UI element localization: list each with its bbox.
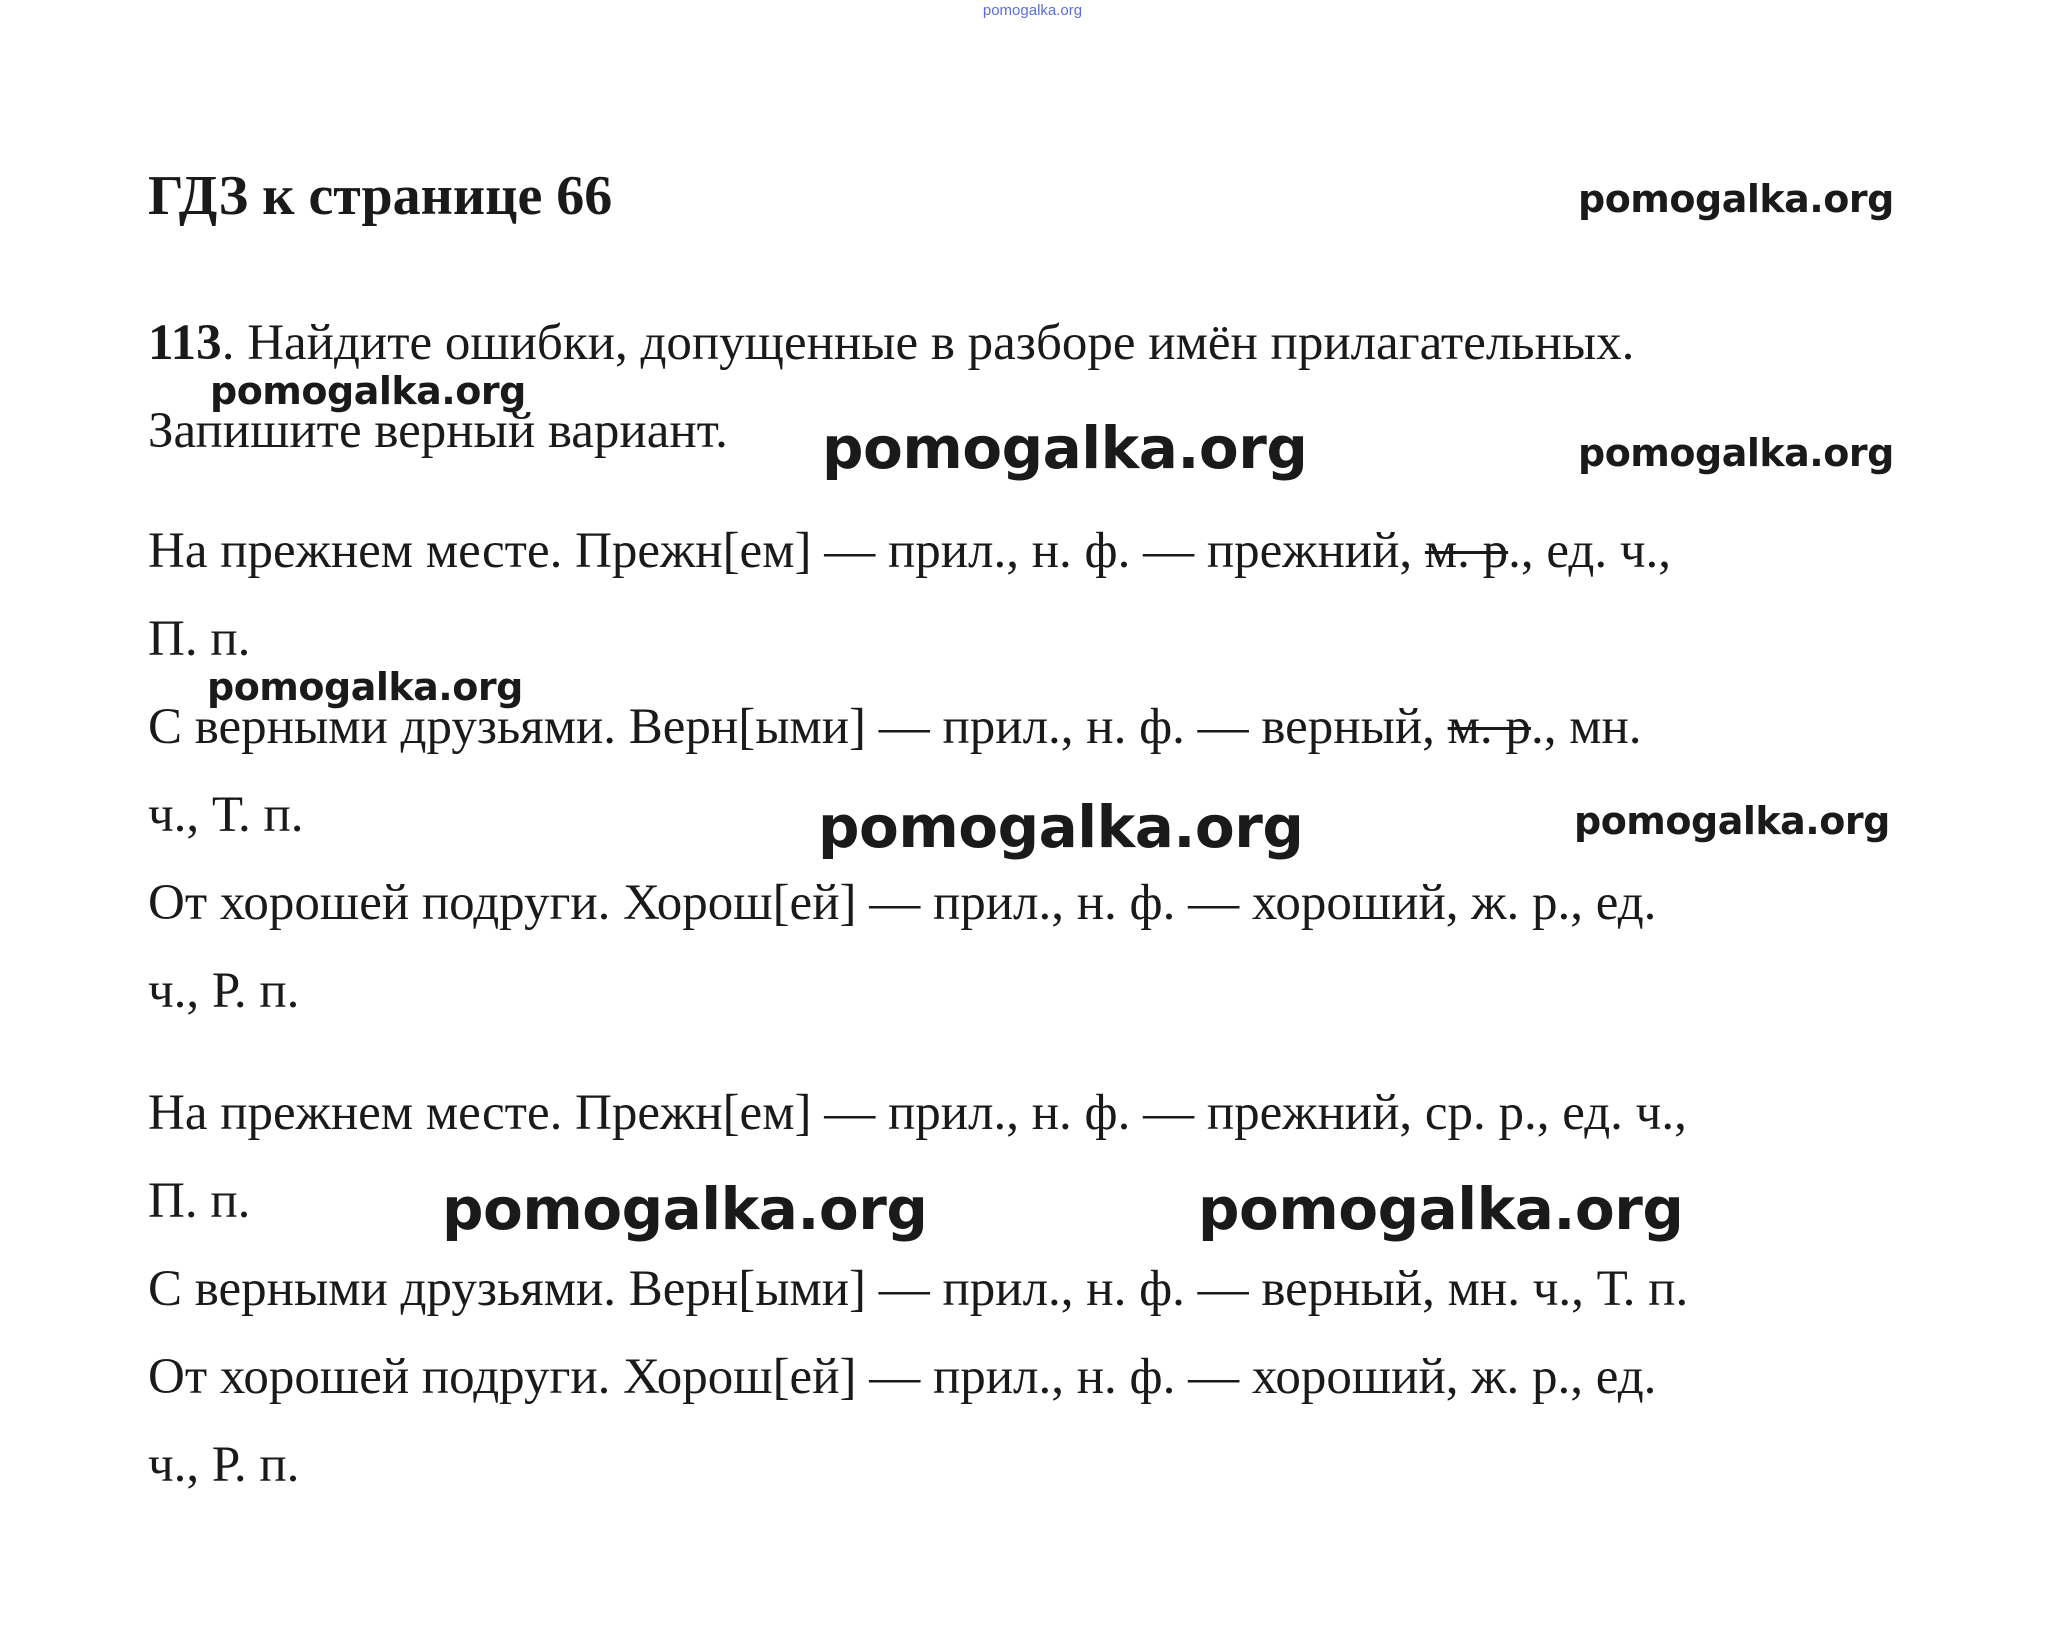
error-text: С верными друзьями. Верн[ыми] — прил., н. ф. — верный, [148, 699, 1448, 755]
crossed-out-error: м. р [1447, 699, 1531, 755]
watermark: pomogalka.org [442, 1175, 928, 1243]
task-statement-line2: Запишите верный вариант. [148, 403, 728, 459]
error-text: ., мн. [1530, 699, 1642, 755]
error-text: На прежнем месте. Прежн[ем] — прил., н. ф. — прежний, [148, 523, 1425, 579]
answer-item-3-line1: От хорошей подруги. Хорош[ей] — прил., н. ф. — хороший, ж. р., ед. [148, 1349, 1657, 1405]
crossed-out-error: м. р [1424, 523, 1509, 579]
watermark: pomogalka.org [1578, 177, 1894, 221]
task-number: 113 [148, 315, 222, 371]
page-title: ГДЗ к странице 66 [148, 165, 613, 227]
error-item-3-line1: От хорошей подруги. Хорош[ей] — прил., н. ф. — хороший, ж. р., ед. [148, 875, 1657, 931]
error-item-3-line2: ч., Р. п. [148, 963, 300, 1019]
task-statement-line1 [148, 315, 1635, 371]
watermark: pomogalka.org [1578, 431, 1894, 475]
watermark: pomogalka.org [822, 414, 1308, 482]
answer-item-3-line2: ч., Р. п. [148, 1437, 300, 1493]
error-text: ., ед. ч., [1508, 523, 1671, 579]
error-item-2-line2: ч., Т. п. [148, 787, 304, 843]
error-item-1-line1 [148, 523, 1671, 579]
answer-item-2-line1: С верными друзьями. Верн[ыми] — прил., н. ф. — верный, мн. ч., Т. п. [148, 1261, 1689, 1317]
watermark: pomogalka.org [1198, 1175, 1684, 1243]
answer-item-1-line1: На прежнем месте. Прежн[ем] — прил., н. ф. — прежний, ср. р., ед. ч., [148, 1085, 1687, 1141]
error-item-1-line2: П. п. [148, 611, 251, 667]
watermark: pomogalka.org [1574, 799, 1890, 843]
watermark: pomogalka.org [210, 369, 526, 413]
answer-item-1-line2: П. п. [148, 1173, 251, 1229]
task-text: . Найдите ошибки, допущенные в разборе имён прилагательных. [221, 315, 1635, 371]
error-item-2-line1 [148, 699, 1642, 755]
top-watermark: pomogalka.org [982, 2, 1083, 19]
watermark: pomogalka.org [207, 665, 523, 709]
watermark: pomogalka.org [818, 793, 1304, 861]
